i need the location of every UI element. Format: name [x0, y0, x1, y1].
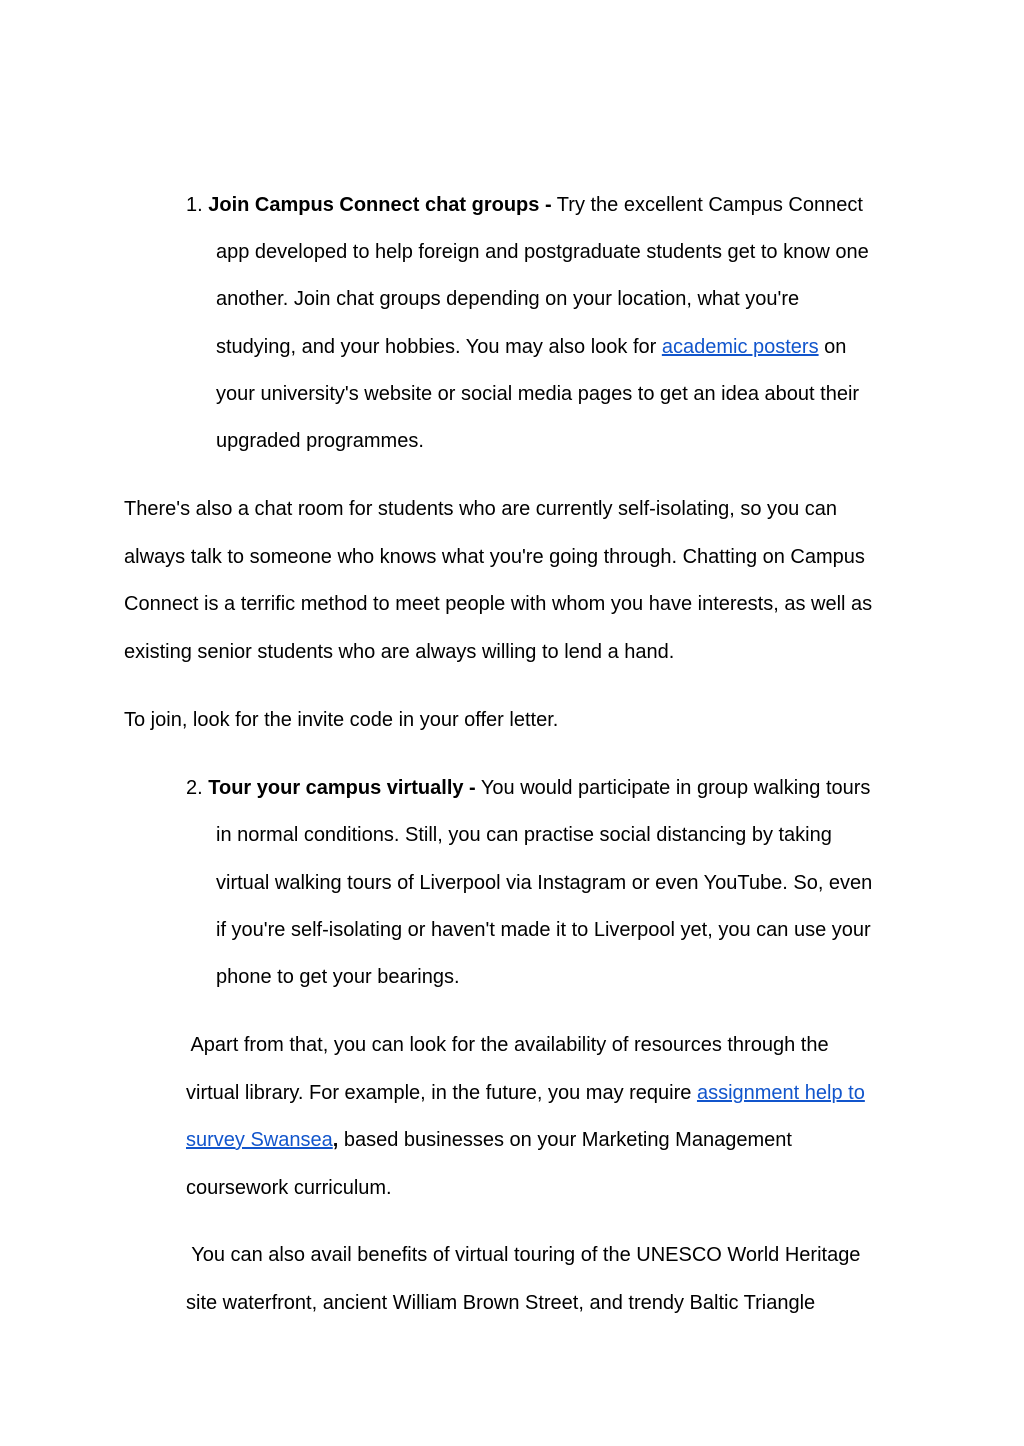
text-segment: on — [818, 336, 847, 358]
text-line: You would participate in group walking tours — [475, 777, 871, 799]
text-line: Apart from that, you can look for the availability of resources through the — [186, 1034, 829, 1056]
text-line: existing senior students who are always willing to lend a hand. — [124, 641, 675, 663]
list-item-heading: Join Campus Connect chat groups - — [208, 194, 552, 216]
text-line-with-link — [216, 335, 846, 359]
academic-posters-link[interactable]: academic posters — [661, 336, 819, 358]
text-line-with-link — [186, 1128, 792, 1152]
text-line: your university's website or social media pages to get an idea about their — [216, 383, 860, 405]
list-item-heading: Tour your campus virtually - — [208, 777, 476, 799]
text-line: in normal conditions. Still, you can practise social distancing by taking — [216, 824, 832, 846]
text-segment: based businesses on your Marketing Management — [338, 1129, 792, 1151]
list-item-2-first-line — [186, 776, 870, 800]
assignment-help-link-continued[interactable]: survey Swansea — [186, 1129, 333, 1151]
text-line: another. Join chat groups depending on your location, what you're — [216, 288, 800, 310]
text-line: virtual walking tours of Liverpool via Instagram or even YouTube. So, even — [216, 872, 873, 894]
text-line: phone to get your bearings. — [216, 966, 460, 988]
text-segment: virtual library. For example, in the future, you may require — [186, 1082, 697, 1104]
text-line: You can also avail benefits of virtual touring of the UNESCO World Heritage — [186, 1244, 861, 1266]
text-line: if you're self-isolating or haven't made it to Liverpool yet, you can use your — [216, 919, 871, 941]
text-line: coursework curriculum. — [186, 1177, 392, 1199]
list-number: 2. — [186, 777, 203, 799]
text-segment: studying, and your hobbies. You may also look for — [216, 336, 662, 358]
list-item-1-first-line — [186, 193, 863, 217]
text-line: always talk to someone who knows what you're going through. Chatting on Campus — [124, 546, 865, 568]
paragraph-join: To join, look for the invite code in your offer letter. — [124, 709, 559, 731]
text-line: app developed to help foreign and postgraduate students get to know one — [216, 241, 869, 263]
list-number: 1. — [186, 194, 203, 216]
text-line: There's also a chat room for students who are currently self-isolating, so you can — [124, 498, 838, 520]
text-line: site waterfront, ancient William Brown Street, and trendy Baltic Triangle — [186, 1292, 816, 1314]
bold-comma: , — [332, 1129, 339, 1151]
text-line: upgraded programmes. — [216, 430, 424, 452]
text-line: Connect is a terrific method to meet people with whom you have interests, as well as — [124, 593, 873, 615]
text-line: Try the excellent Campus Connect — [551, 194, 863, 216]
text-line-with-link — [186, 1081, 865, 1105]
assignment-help-link[interactable]: assignment help to — [696, 1082, 865, 1104]
